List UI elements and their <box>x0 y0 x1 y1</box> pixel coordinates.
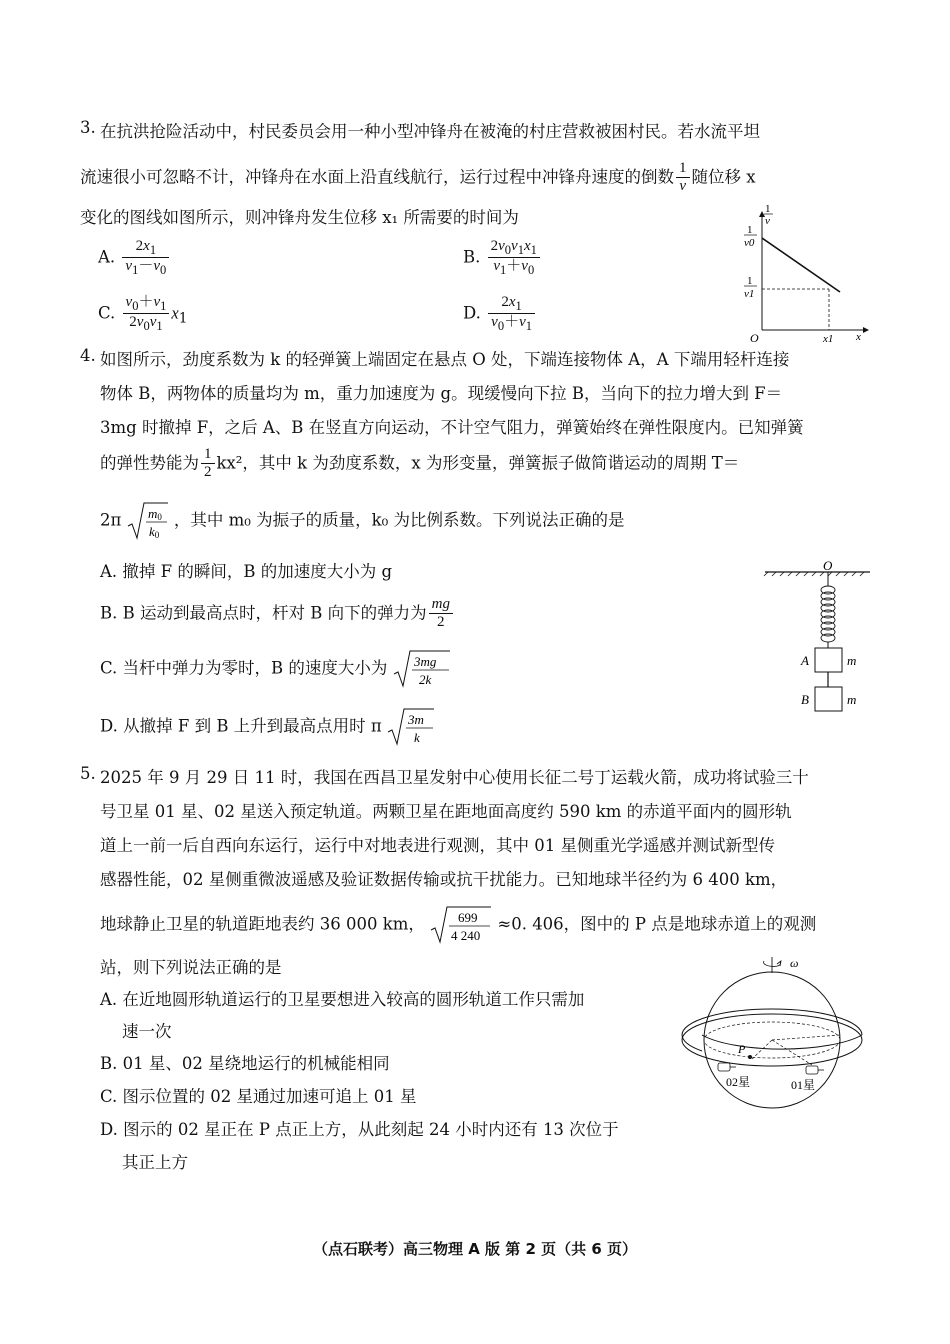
q3-x-label: x <box>856 331 861 343</box>
q5-text-line4: 感器性能，02 星侧重微波遥感及验证数据传输或抗干扰能力。已知地球半径约为 6 400 km， <box>100 870 788 889</box>
q5-text-line1: 2025 年 9 月 29 日 11 时，我国在西昌卫星发射中心使用长征二号丁运载火箭，成功将试验三十 <box>100 768 809 787</box>
q5-number: 5. <box>80 764 96 783</box>
q3-text-line3: 变化的图线如图所示，则冲锋舟发生位移 x₁ 所需要的时间为 <box>80 208 519 227</box>
q3-text-line1: 在抗洪抢险活动中，村民委员会用一种小型冲锋舟在被淹的村庄营救被困村民。若水流平坦 <box>100 122 760 141</box>
q4-text-line3: 3mg 时撤掉 F，之后 A、B 在竖直方向运动，不计空气阻力，弹簧始终在弹性限度内。已知弹簧 <box>100 418 804 437</box>
svg-text:m0: m0 <box>147 506 162 522</box>
q5-label-01: 01星 <box>791 1078 816 1092</box>
q3-y2-den: v1 <box>744 288 755 300</box>
q5-point-P <box>748 1055 752 1059</box>
svg-text:k: k <box>414 730 420 745</box>
q3-graph <box>736 200 876 345</box>
q4-label-O: O <box>823 558 833 573</box>
q4-label-mB: m <box>847 692 857 707</box>
q4-option-a: A. 撤掉 F 的瞬间，B 的加速度大小为 g <box>100 562 393 581</box>
q4-option-b: B. B 运动到最高点时，杆对 B 向下的弹力为 $\frac{mg}{2}$ <box>100 596 455 632</box>
q3-number: 3. <box>80 118 96 137</box>
q4-option-d: D. 从撤掉 F 到 B 上升到最高点用时 π 3m k <box>100 706 435 748</box>
q4-block-A <box>815 648 842 672</box>
q5-text-line6: 站，则下列说法正确的是 <box>100 958 282 977</box>
q5-satellite-01 <box>806 1066 824 1074</box>
q5-label-P: P <box>738 1042 746 1056</box>
q5-option-a-line2: 速一次 <box>122 1022 172 1041</box>
svg-text:4 240: 4 240 <box>451 928 481 943</box>
svg-text:2k: 2k <box>418 672 431 687</box>
q4-half-fraction: $\frac{1}{2}$ <box>201 446 215 482</box>
q5-text-line5b: ≈0. 406，图中的 P 点是地球赤道上的观测 <box>497 914 817 934</box>
q5-sqrt-699-4240 <box>430 904 492 946</box>
q4-text-line5b: ，其中 m₀ 为振子的质量，k₀ 为比例系数。下列说法正确的是 <box>173 510 625 530</box>
svg-text:3m: 3m <box>408 712 424 727</box>
q5-text-line5a: 地球静止卫星的轨道距地表约 36 000 km， <box>100 914 425 934</box>
q5-option-a-line1: A. 在近地圆形轨道运行的卫星要想进入较高的圆形轨道工作只需加 <box>100 990 585 1009</box>
q3-option-a: A. $\frac{2x_1}{v_1-v_0}$ <box>98 238 171 278</box>
q4-sqrt-m0-k0 <box>127 500 169 542</box>
q4-text-line1: 如图所示，劲度系数为 k 的轻弹簧上端固定在悬点 O 处，下端连接物体 A，A 下端用轻杆连接 <box>100 350 790 369</box>
q4-label-A: A <box>801 653 809 668</box>
q5-option-b: B. 01 星、02 星绕地运行的机械能相同 <box>100 1054 390 1073</box>
q3-x1-label: x1 <box>823 333 834 345</box>
q3-origin: O <box>750 331 759 345</box>
q3-option-c: C. $\frac{v_0+v_1}{2v_0v_1}$ $x_1$ <box>98 294 188 334</box>
svg-text:699: 699 <box>458 910 478 925</box>
q3-ylabel-den: v <box>765 215 770 227</box>
q4-text-line4a: 的弹性势能为 <box>100 453 199 473</box>
q4-text-line2: 物体 B，两物体的质量均为 m，重力加速度为 g。现缓慢向下拉 B，当向下的拉力增大到 F＝ <box>100 384 783 403</box>
q4-option-c: C. 当杆中弹力为零时，B 的速度大小为 3mg 2k <box>100 648 451 690</box>
q4-label-mA: m <box>847 653 857 668</box>
q4-text-line4b: kx²，其中 k 为劲度系数，x 为形变量，弹簧振子做简谐运动的周期 T＝ <box>216 453 740 473</box>
q5-option-c: C. 图示位置的 02 星通过加速可追上 01 星 <box>100 1087 417 1106</box>
q3-option-b: B. $\frac{2v_0v_1x_1}{v_1+v_0}$ <box>463 238 542 278</box>
q4-label-B: B <box>801 692 809 707</box>
q3-option-d: D. $\frac{2x_1}{v_0+v_1}$ <box>463 294 537 334</box>
q3-y1-den: v0 <box>744 237 755 249</box>
q5-satellite-02 <box>718 1063 736 1071</box>
page-footer: （点石联考）高三物理 A 版 第 2 页（共 6 页） <box>312 1240 638 1258</box>
svg-text:3mg: 3mg <box>413 654 437 669</box>
q5-option-d-line1: D. 图示的 02 星正在 P 点正上方，从此刻起 24 小时内还有 13 次位于 <box>100 1120 619 1139</box>
q5-option-d-line2: 其正上方 <box>122 1153 188 1172</box>
q3-y1-num: 1 <box>747 224 753 236</box>
q4-text-line5a: 2π <box>100 510 122 530</box>
q3-y2-num: 1 <box>747 275 753 287</box>
q3-text-line2b: 随位移 x <box>691 167 756 187</box>
q5-text-line3: 道上一前一后自西向东运行，运行中对地表进行观测，其中 01 星侧重光学遥感并测试新型传 <box>100 836 775 855</box>
q4-spring-figure <box>760 558 880 718</box>
q4-number: 4. <box>80 346 96 365</box>
q4-spring <box>821 586 835 642</box>
q3-text-line2a: 流速很小可忽略不计，冲锋舟在水面上沿直线航行，运行过程中冲锋舟速度的倒数 <box>80 167 674 187</box>
q5-text-line2: 号卫星 01 星、02 星送入预定轨道。两颗卫星在距地面高度约 590 km 的赤道平面内的圆形轨 <box>100 802 792 821</box>
svg-text:k0: k0 <box>148 524 159 540</box>
q4-block-B <box>815 687 842 711</box>
q5-omega: ω <box>790 956 799 970</box>
q5-earth-figure <box>680 955 875 1115</box>
q3-inverse-v-fraction: $\frac{1}{v}$ <box>676 160 690 196</box>
q5-label-02: 02星 <box>726 1075 751 1089</box>
q3-ylabel-num: 1 <box>765 203 771 215</box>
q3-graph-line <box>762 238 840 292</box>
